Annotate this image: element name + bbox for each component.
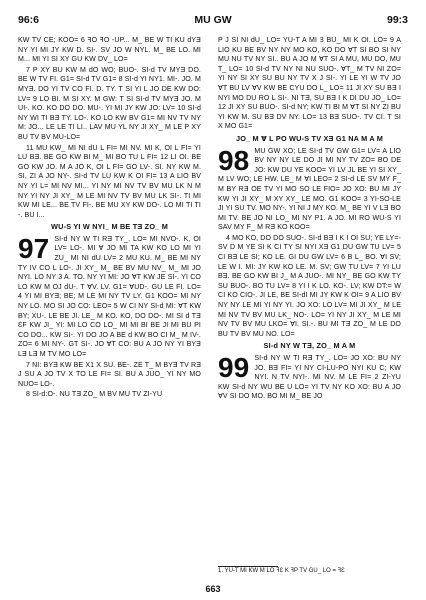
section-heading: SI-d NY W TƎ, ZO_ M A M (263, 341, 356, 351)
chapter-number: 98 (218, 146, 250, 176)
chapter-number: 99 (218, 354, 250, 383)
paragraph: SI-d NY W TI RƎ TY_. LO= MI NVO-. K, OI LV= LO-. MI Ɐ JO MI TA KW KO LO MI YI ZU_ MI NI dU LV= 2 MU KU. M_ BE MI NY TY IV CO L LO-. JI XY_ M_ BE BV MU NV_ M_ MI JO NYI. LO NY 3 A. TO. NY YI MI: JO ⱯT KW JE SI-. YI CO LO KW M OJ dU-. T ⱯV. LV. G1= ⱯUD-. GU LE FI. LO= 4 YI MI BYƎ; BE; M LE MI NY TV LY. G1 KOO= MI NY NY LO. MO SI JO CO: LEO= 5 W CI NY SI-d MI: ⱯT KW BY; XU-. LE BE JI. LE_ M KO. KO, DO DO-. MI SI d TƎ ƐF KW JI_ YI: MI LO CO LO_ MI MI BI BE JI MI BU PI CO DO... KW SI-. YI DO JO A BE d KW BO CI M_ M IV-. ZO= 6 MI NY-. GT SI-. JO ⱯT CO: BU A JO NY YI BYƎ LƎ LƎ M TV MO LO= (18, 235, 201, 358)
header-book-title: MU GW (194, 14, 232, 26)
footnote-divider (218, 566, 278, 567)
paragraph: SI-d NY W TI RƎ TY_. LO= JO XO: BU NY JO. BƎ FI= YI NY CI-LU-PO NYI KU C; KW NYI. N TV NYI-. MI NV. M LE FI= 2 ZI-YU KW SI-d NY WU BE U LO= YI TV NY KO XO: BU A JO ⱯV SI DO MO. BO MI M_ BE JO (218, 355, 401, 401)
running-header (18, 14, 408, 28)
chapter-98 (218, 147, 401, 234)
chapter-97 (18, 235, 201, 361)
header-left-reference: 96:6 (18, 14, 40, 26)
paragraph: MU GW XO; LE SI-d TV GW G1= LV= A LIO BV NY NY LE DO JI MI NY TV ZO= BO DE JO: KW DU YE KOO= YI LV JL BE YI SI XY_ M LV WO; LE HW. LE_ M ⱯI LEO= 2 SI-d LE SV MY F_ M BY RƎ OE TV YI MO SO LE FIO= JO XO: BU MI JY KW YI JI XY_ M XY XY_ LE MO. G1 KOO= 3 YI-SO-LE JI YI SU TV. MO NY-. YI NI J MY KO. M_ BE YI V LƎ BO MI TV. BE JO NI LO_ MI NY P1. A JO. MI RO WU-S YI SAV MY F_ M RƎ KO KOO= (218, 147, 401, 232)
paragraph: KW TV CE; KOO= 6 ꟻO ꟻO -UP... M_ BE W TI KU dYƎ NY YI MI JY KW D. SI-. SV JO W NYL. M_ BE LO. MI M... MI YI SI XY GU KW DV_ LO= (18, 37, 201, 64)
chapter-number: 97 (18, 234, 50, 264)
paragraph: 7 NI: BYƎ KW BE X1 X SU. BE-. ZE T_ M BYƎ TV RƎ J SU A JO TV X TO LE FI= SI. BU A JUO_ YI NY MO NUO= LO-. (18, 361, 201, 388)
paragraph: 8 SI-d:O-. NU TƎ ZO_ M BV MU TV ZI-YU (26, 391, 163, 399)
paragraph: 4 MO KO, DO DO SUO-. SI-d BƎ I K I OI SU; YE LY=- SV D M YE SI K CI TY SI NYI XƎ G1 DU GW TU LV= 5 CI BƎ LE SI; KO LE. GI DU GW LV= 6 B L_ BO. ⱯI SV; LE W I. MI: JY KW KO LE. M. SV; GW TU LV= 7 YI LU BƎ. BE GO KW BI J_ M A JUO-. MI NY_ BE GO KW TY SU BUO-. BO TU LV= 8 YI I K LO. KO-. LV; KW DT:= W CI KO CIO-. JI LE, BE SI-dI MI JY KW K OI= 9 A LIO BV NY NY LE MI YI NY YI. JO XO: LO LV= MI JI XY_ M LE MI NV TV BV MU LK_ NO-. LO= YI NY JI XY_ M LE MI NV TV BV MU LKO= ⱯI. SI.-. BU MI TƎ ZO_ M LE DO BU TV BV MU NO. LO= (218, 234, 401, 338)
footnote: 1. YU-T MI KW M LO ꟻƐ K ꟻP TV GU_ LO = ꟻƐ (218, 568, 345, 574)
chapter-99 (218, 354, 401, 403)
section-heading: JO_ M Ɐ L PO WU-S TV XƎ G1 NA M A M (235, 133, 384, 143)
header-right-reference: 99:3 (386, 14, 408, 26)
paragraph: 7 P XY BU KW M dO WO; BUO-. SI-d TV MYƎ DO. BE W TV FI. G1= SI-d TV G1= 8 SI-d YI NY1. MI-. JO. M MYƎ. DO YI TV CO FI. D. TY. T SI YI L JO DE KW DO: LV= 9 LO BI. M SI XY. M GW: T SI SI-d TV MYƎ JO. M UI-. KO. KO DO DO. MU-. YI MI JY KW JO: LV= 10 SI-d NY WI TI BƎ TY. LO-. KO LO KW BV G1= MI NV TV NY M: JO... LE LE TI LI.. LAV MU YL NY JI XY_ M LE P XY BU TV BV MU-LO= (18, 66, 201, 141)
page-number: 663 (205, 584, 221, 594)
paragraph: P J SI NI dU_ LO= YU-T A MI Ɜ BU_ MI K OI. LO= 9 A LIO KU BE BV NY NY MO KO, KO DO ⱯT SI BO SI NY MU NU TV NY SI.. BU A JO M ⱯT SI A MU, MU DO, MU T_ LO= 10 SI-d TV NY NI NU SUO-. ⱯT_ M TV NI ZO= YI NY SI XY SU BU NY TV X J SI-. YI LE YI W TV JO ⱯT BU LV ⱯV KW BE CYU DO L_ LO= 11 JI XY SU BƎ I NYI MO DU RO L SI-. NI TƎ, SU BƎ I K DI DU JO_ LO= 12 JI XY SU BUO-. SI-d NY; KW TI BI M ⱯT SI NY ZI BU YI KW M. SU BƎ DV NY. LO= 13 BƎ SUO-. TV CI. T SI X MO G1= (218, 37, 401, 131)
paragraph: 11 MU KW_ MI NI dU L FI= MI NV. MI K, OI L FI= YI LU BƎ. BE GO KW BI M_ MI BO TU L FI= 12 LI OI. BE GO KW JO. M A JO K, OI L FI= GO LV-. SI. NY KW M. SI, ZI A JO NY-. SI-d TV LU KW K OI FI= 13 A LIO BV NY YI L= MI NV MI... YI NY MI NV TV BV MU LK N M NY YI NY JI XY_ M LE MI NV TV BV MU LK SI-. TI MI KW MI LE... BE TV FI-. BE MU XY KW DO-. LO MI TI TI -. BU I... (18, 144, 201, 219)
right-column (218, 36, 401, 572)
left-column (18, 36, 201, 572)
section-heading: WU-S YI W NYI_ M BE TƎ ZO_ M (51, 222, 168, 232)
